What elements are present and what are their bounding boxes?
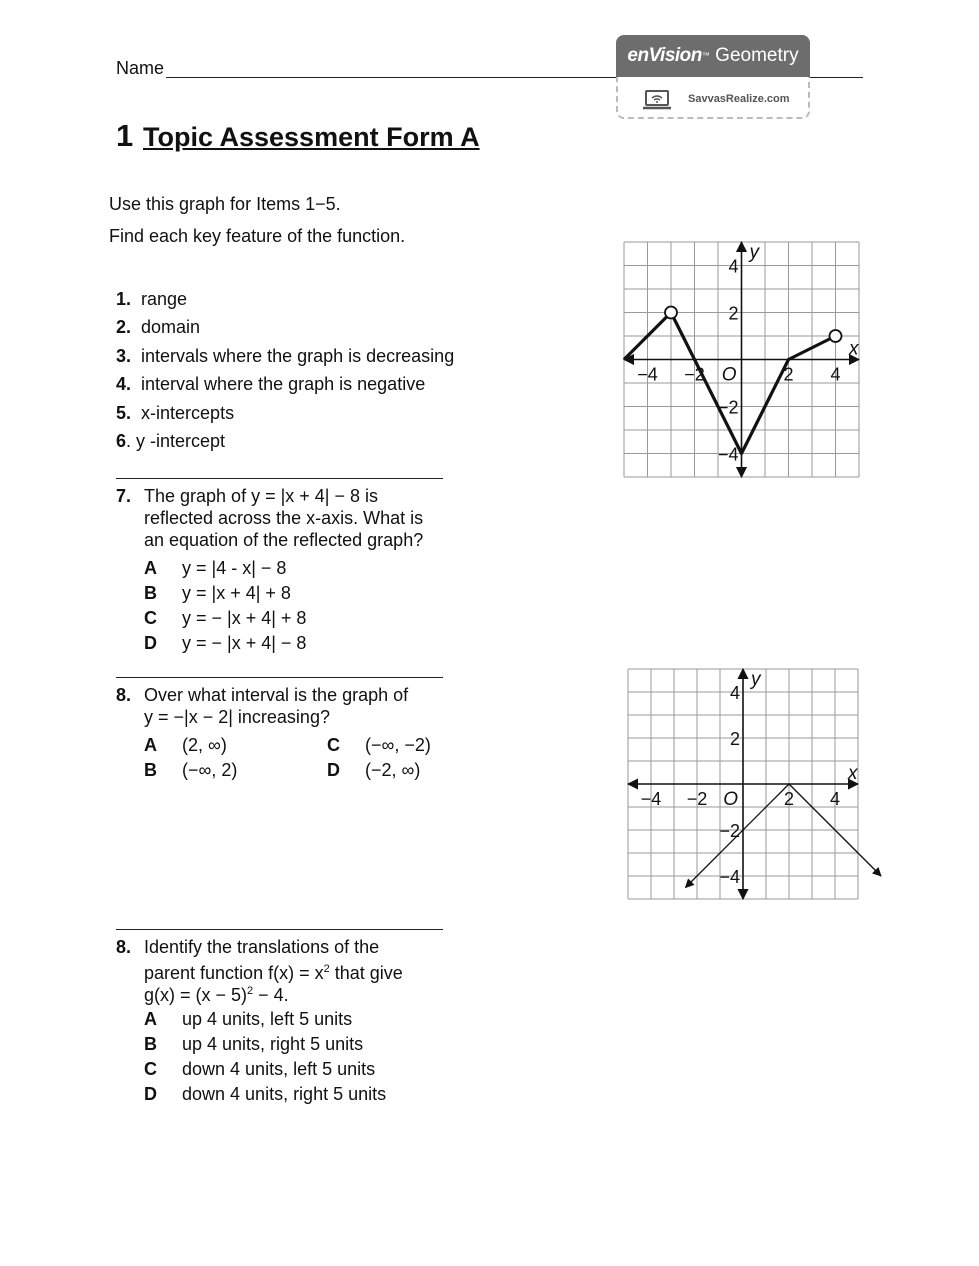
y-tick-label: −4 — [719, 867, 740, 887]
y-tick-label: 4 — [728, 256, 739, 277]
item-7-option-c[interactable] — [144, 607, 306, 629]
logo-site: SavvasRealize.com — [688, 93, 790, 105]
envision-logo — [616, 35, 810, 119]
option-text: (−∞, −2) — [365, 735, 431, 755]
topic-number: 1 — [116, 118, 134, 153]
option-text: up 4 units, left 5 units — [182, 1009, 353, 1029]
line-pre: parent function f(x) = x — [144, 963, 324, 983]
logo-banner: enVision™ Geometry — [616, 35, 810, 77]
item-number: 3. — [116, 346, 132, 366]
item-1 — [116, 288, 187, 310]
item-8a-line-2: y = −|x − 2| increasing? — [144, 707, 330, 727]
name-label: Name — [116, 58, 165, 78]
item-7-option-a[interactable] — [144, 557, 286, 579]
graph-key-features — [614, 232, 874, 488]
item-text: x-intercepts — [141, 403, 235, 423]
item-7-option-d[interactable] — [144, 632, 306, 654]
divider — [116, 929, 443, 930]
option-letter: C — [144, 608, 157, 628]
item-text: interval where the graph is negative — [141, 374, 426, 394]
option-text: y = |x + 4| + 8 — [182, 583, 291, 603]
option-letter: C — [144, 1059, 157, 1079]
logo-site-row — [618, 83, 808, 117]
divider — [116, 677, 443, 678]
item-8a-number: 8. — [116, 685, 132, 705]
item-7-number: 7. — [116, 486, 132, 506]
x-tick-label: −4 — [637, 364, 658, 385]
item-number: 4. — [116, 374, 132, 394]
item-7-line-1: The graph of y = |x + 4| − 8 is — [144, 486, 378, 506]
item-text: range — [141, 289, 188, 309]
option-letter: A — [144, 558, 157, 578]
logo-product: Geometry — [715, 45, 799, 66]
y-tick-label: 4 — [729, 683, 740, 703]
option-text: down 4 units, left 5 units — [182, 1059, 376, 1079]
option-text: y = |4 - x| − 8 — [182, 558, 287, 578]
page-title: Topic Assessment Form A — [143, 122, 480, 152]
laptop-icon — [642, 89, 672, 111]
item-6 — [116, 430, 225, 452]
item-8b-option-c[interactable] — [144, 1058, 375, 1080]
item-8a-option-b[interactable] — [144, 759, 237, 781]
item-8a-line-1: Over what interval is the graph of — [144, 685, 409, 705]
option-letter: D — [327, 760, 340, 780]
graph-absolute-value — [618, 659, 898, 909]
item-8b-option-d[interactable] — [144, 1083, 386, 1105]
option-letter: B — [144, 1034, 157, 1054]
superscript: 2 — [247, 985, 254, 997]
y-axis-label: y — [751, 669, 761, 690]
x-tick-label: 2 — [783, 789, 795, 809]
item-5 — [116, 402, 234, 424]
option-letter: D — [144, 633, 157, 653]
item-8b-option-b[interactable] — [144, 1033, 363, 1055]
x-tick-label: 4 — [829, 789, 841, 809]
item-8b-option-a[interactable] — [144, 1008, 352, 1030]
option-text: y = − |x + 4| + 8 — [182, 608, 307, 628]
y-tick-label: −4 — [717, 444, 739, 465]
item-8a-option-a[interactable] — [144, 734, 227, 756]
item-7-line-2: reflected across the x-axis. What is — [144, 508, 424, 528]
y-tick-label: −2 — [717, 397, 739, 418]
option-text: down 4 units, right 5 units — [182, 1084, 387, 1104]
item-8b-line-1: Identify the translations of the — [144, 937, 380, 957]
line-pre: g(x) = (x − 5) — [144, 985, 248, 1005]
option-letter: A — [144, 1009, 157, 1029]
option-letter: B — [144, 760, 157, 780]
item-number: 2. — [116, 317, 132, 337]
x-tick-label: 4 — [830, 364, 841, 385]
y-axis-label: y — [749, 242, 759, 263]
item-8a-option-d[interactable] — [327, 759, 420, 781]
x-axis-label: x — [849, 338, 859, 360]
line-post: − 4. — [253, 985, 289, 1005]
open-point — [665, 307, 677, 319]
option-text: up 4 units, right 5 units — [182, 1034, 364, 1054]
divider — [116, 478, 443, 479]
option-text: (−2, ∞) — [365, 760, 421, 780]
item-7-option-b[interactable] — [144, 582, 291, 604]
origin-label: O — [723, 789, 738, 810]
superscript: 2 — [323, 963, 330, 975]
item-8b-number: 8. — [116, 937, 132, 957]
item-3 — [116, 345, 454, 367]
option-letter: B — [144, 583, 157, 603]
option-letter: D — [144, 1084, 157, 1104]
x-tick-label: −2 — [686, 789, 708, 809]
line-post: that give — [329, 963, 403, 983]
x-tick-label: 2 — [783, 364, 794, 385]
item-number: 1. — [116, 289, 132, 309]
option-text: (−∞, 2) — [182, 760, 238, 780]
origin-label: O — [721, 364, 737, 386]
item-8b-line-3 — [144, 980, 289, 1006]
item-text: . y -intercept — [126, 431, 226, 451]
item-number: 6 — [116, 431, 127, 451]
x-tick-label: −2 — [684, 364, 705, 385]
option-letter: A — [144, 735, 157, 755]
intro-line-2: Find each key feature of the function. — [109, 226, 406, 246]
option-text: (2, ∞) — [182, 735, 227, 755]
y-tick-label: 2 — [729, 729, 740, 749]
x-tick-label: −4 — [640, 789, 662, 809]
item-8a-option-c[interactable] — [327, 734, 431, 756]
x-axis-label: x — [848, 763, 858, 784]
item-7-line-3: an equation of the reflected graph? — [144, 530, 424, 550]
open-point — [830, 330, 842, 342]
option-text: y = − |x + 4| − 8 — [182, 633, 307, 653]
item-text: intervals where the graph is decreasing — [141, 346, 455, 366]
intro-line-1: Use this graph for Items 1−5. — [109, 194, 341, 214]
item-2 — [116, 316, 200, 338]
item-text: domain — [141, 317, 201, 337]
item-4 — [116, 373, 425, 395]
y-tick-label: −2 — [719, 821, 740, 841]
logo-brand: enVision — [627, 45, 702, 66]
y-tick-label: 2 — [728, 303, 739, 324]
item-number: 5. — [116, 403, 132, 423]
option-letter: C — [327, 735, 340, 755]
